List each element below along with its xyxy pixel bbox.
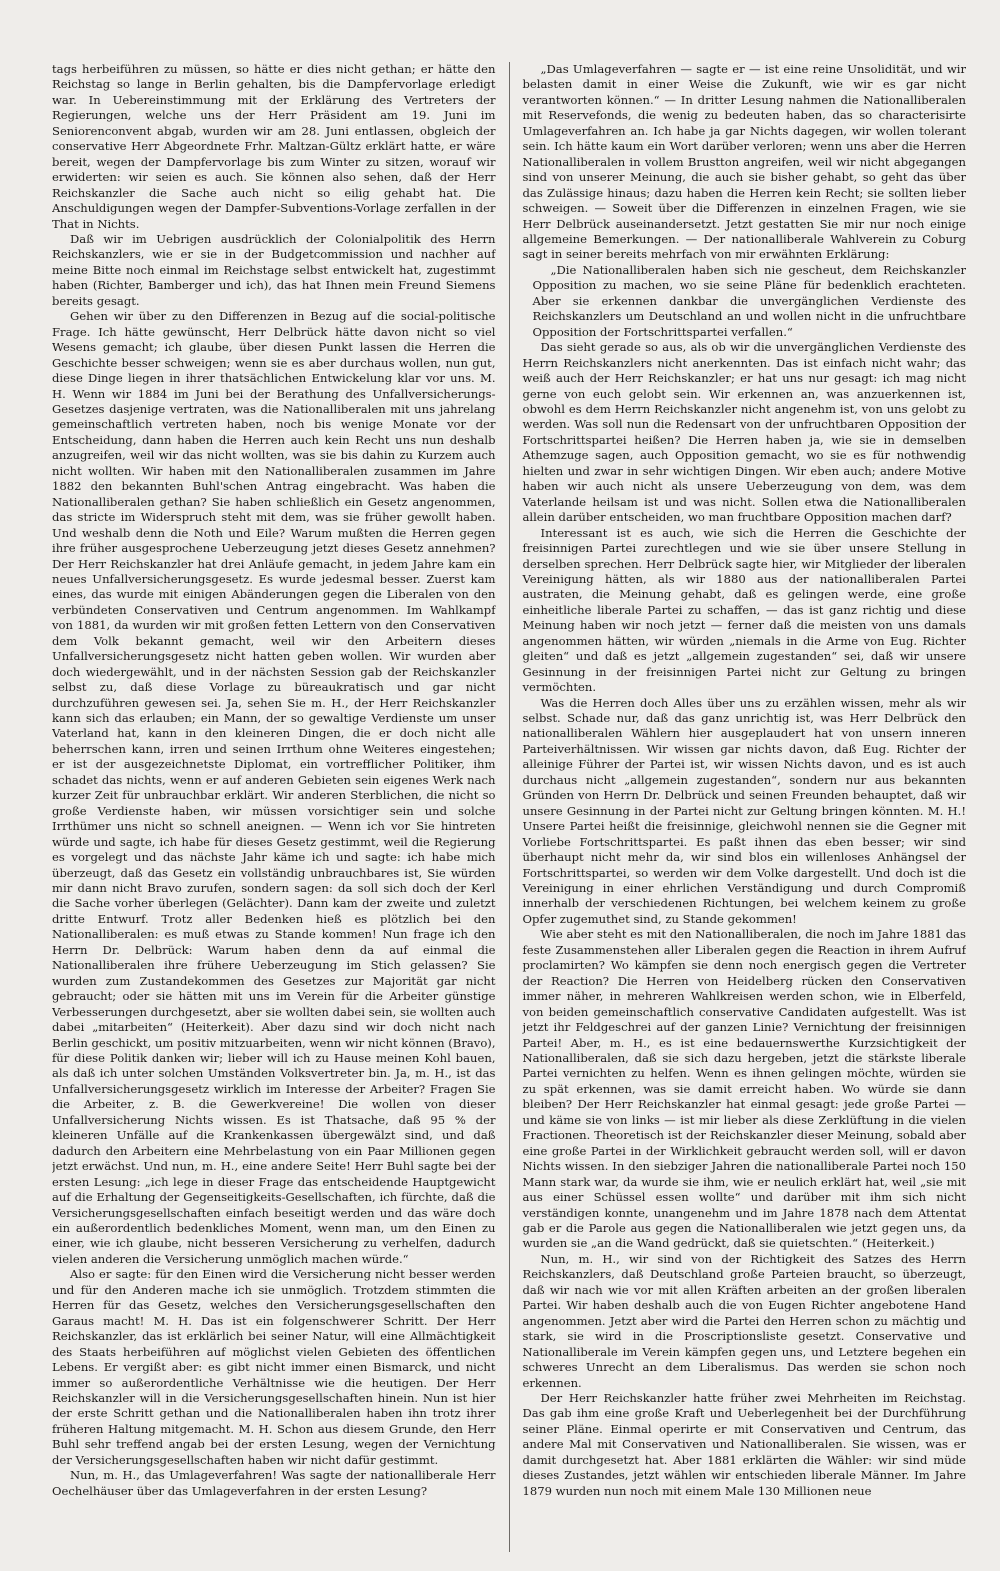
paragraph: „Das Umlageverfahren — sagte er — ist eine reine Unsolidität, und wir belasten damit in einer Weise die Zukunft, wie wir es gar nicht verantworten können.“ — In dritter Lesung nahmen die Nationalliberalen mit Reservefonds, die wenig zu bedeuten haben, das so characterisirte Umlageverfahren an. Ich habe ja gar Nichts dagegen, wir wollen tolerant sein. Ich hätte kaum ein Wort darüber verloren; wenn uns aber die Herren Nationalliberalen in vollem Brustton angreifen, weil wir nicht abgegangen sind von unserer Meinung, die auch sie bisher gehabt, so geht das über das Zulässige hinaus; dazu haben die Herren kein Recht; sie sollten lieber schweigen. — Soweit über die Differenzen in einzelnen Fragen, wie sie Herr Delbrück auseinandersetzt. Jetzt gestatten Sie mir nur noch einige allgemeine Bemerkungen. — Der nationalliberale Wahlverein zu Coburg sagt in seiner bereits mehrfach von mir erwähnten Erklärung: bbox=[522, 62, 966, 262]
quoted-paragraph: „Die Nationalliberalen haben sich nie gescheut, dem Reichskanzler Opposition zu machen, wo sie seine Pläne für bedenklich erachteten. Aber sie erkennen dankbar die unvergänglichen Verdienste des Reichskanzlers um Deutschland an und wollen nicht in die unfruchtbare Opposition der Fortschrittspartei verfallen.“ bbox=[532, 262, 966, 339]
paragraph: Daß wir im Uebrigen ausdrücklich der Colonialpolitik des Herrn Reichskanzlers, wie er sie in der Budgetcommission und nachher auf meine Bitte noch einmal im Reichstage selbst entwickelt hat, zugestimmt haben (Richter, Bamberger und ich), das hat Ihnen mein Freund Siemens bereits gesagt. bbox=[52, 231, 496, 308]
paragraph: Interessant ist es auch, wie sich die Herren die Geschichte der freisinnigen Partei zurechtlegen und wie sie über unsere Stellung in derselben sprechen. Herr Delbrück sagte hier, wir Mitglieder der liberalen Vereinigung hätten, als wir 1880 aus der nationalliberalen Partei austraten, die Meinung gehabt, daß es gelingen werde, eine große einheitliche liberale Partei zu schaffen, — das ist ganz richtig und diese Meinung haben wir noch jetzt — ferner daß die meisten von uns damals angenommen hätten, wir würden „niemals in die Arme von Eug. Richter gleiten“ und daß es jetzt „allgemein zugestanden“ sei, daß wir unsere Gesinnung in der freisinnigen Partei nicht zur Geltung zu bringen vermöchten. bbox=[522, 525, 966, 695]
paragraph: Nun, m. H., wir sind von der Richtigkeit des Satzes des Herrn Reichskanzlers, daß Deutschland große Parteien braucht, so überzeugt, daß wir nach wie vor mit allen Kräften arbeiten an der großen liberalen Partei. Wir haben deshalb auch die von Eugen Richter angebotene Hand angenommen. Jetzt aber wird die Partei den Herren schon zu mächtig und stark, sie wird in die Proscriptionsliste gesetzt. Conservative und Nationalliberale im Verein kämpfen gegen uns, und Letztere begehen ein schweres Unrecht an dem Liberalismus. Das werden sie schon noch erkennen. bbox=[522, 1251, 966, 1390]
column-divider bbox=[509, 62, 510, 1552]
paragraph: Wie aber steht es mit den Nationalliberalen, die noch im Jahre 1881 das feste Zusammenstehen aller Liberalen gegen die Reaction in ihrem Aufruf proclamirten? Wo kämpfen sie denn noch energisch gegen die Vertreter der Reaction? Die Herren von Heidelberg rücken den Conservativen immer näher, in mehreren Wahlkreisen werden schon, wie in Elberfeld, von beiden gemeinschaftlich conservative Candidaten aufgestellt. Was ist jetzt ihr Feldgeschrei auf der ganzen Linie? Vernichtung der freisinnigen Partei! Aber, m. H., es ist eine bedauernswerthe Kurzsichtigkeit der Nationalliberalen, daß sie sich dazu hergeben, jetzt die stärkste liberale Partei vernichten zu helfen. Wenn es ihnen gelingen möchte, würden sie zu spät erkennen, was sie damit erreicht haben. Wo würde sie dann bleiben? Der Herr Reichskanzler hat einmal gesagt: jede große Partei — und käme sie von links — ist mir lieber als diese Zerklüftung in die vielen Fractionen. Theoretisch ist der Reichskanzler dieser Meinung, sobald aber eine große Partei in der Wirklichkeit gebraucht werden soll, will er davon Nichts wissen. In den siebziger Jahren die nationalliberale Partei noch 150 Mann stark war, da wurde sie ihm, wie er neulich erklärt hat, weil „sie mit aus einer Schüssel essen wollte“ und darüber mit ihm sich nicht verständigen konnte, unangenehm und im Jahre 1878 nach dem Attentat gab er die Parole aus gegen die Nationalliberalen wie jetzt gegen uns, da wurden sie „an die Wand gedrückt, daß sie quietschten.“ (Heiterkeit.) bbox=[522, 927, 966, 1251]
right-column bbox=[522, 62, 966, 1552]
paragraph: Also er sagte: für den Einen wird die Versicherung nicht besser werden und für den Anderen mache ich sie unmöglich. Trotzdem stimmten die Herren für das Gesetz, welches den Versicherungsgesellschaften den Garaus macht! M. H. Das ist ein folgenschwerer Schritt. Der Herr Reichskanzler, das ist erklärlich bei seiner Natur, will eine Allmächtigkeit des Staats herbeiführen auf möglichst vielen Gebieten des öffentlichen Lebens. Er vergißt aber: es gibt nicht immer einen Bismarck, und nicht immer so außerordentliche Verhältnisse wie die heutigen. Der Herr Reichskanzler will in die Versicherungsgesellschaften hinein. Nun ist hier der erste Schritt gethan und die Nationalliberalen haben ihn trotz ihrer früheren Haltung mitgemacht. M. H. Schon aus diesem Grunde, den Herr Buhl sehr treffend angab bei der ersten Lesung, wegen der Vernichtung der Versicherungsgesellschaften haben wir nicht dafür gestimmt. bbox=[52, 1267, 496, 1467]
left-column bbox=[52, 62, 496, 1552]
paragraph: Was die Herren doch Alles über uns zu erzählen wissen, mehr als wir selbst. Schade nur, daß das ganz unrichtig ist, was Herr Delbrück den nationalliberalen Wählern hier ausgeplaudert hat von unsern inneren Parteiverhältnissen. Wir wissen gar nichts davon, daß Eug. Richter der alleinige Führer der Partei ist, wir wissen Nichts davon, und es ist auch durchaus nicht „allgemein zugestanden“, sondern nur aus bekannten Gründen von Herrn Dr. Delbrück und seinen Freunden behauptet, daß wir unsere Gesinnung in der Partei nicht zur Geltung bringen könnten. M. H.! Unsere Partei heißt die freisinnige, gleichwohl nennen sie die Gegner mit Vorliebe Fortschrittspartei. Es paßt ihnen das eben besser; wir sind überhaupt nicht mehr da, wir sind blos ein willenloses Anhängsel der Fortschrittspartei, so werden wir dem Volke dargestellt. Und doch ist die Vereinigung in einer ehrlichen Verständigung und durch Compromiß innerhalb der verschiedenen Richtungen, bei welchem keinem zu große Opfer zugemuthet sind, zu Stande gekommen! bbox=[522, 695, 966, 926]
paragraph: Das sieht gerade so aus, als ob wir die unvergänglichen Verdienste des Herrn Reichskanzlers nicht anerkennten. Das ist einfach nicht wahr; das weiß auch der Herr Reichskanzler; er hat uns nur gesagt: ich mag nicht gerne von euch gelobt sein. Wir erkennen an, was anzuerkennen ist, obwohl es dem Herrn Reichskanzler nicht angenehm ist, von uns gelobt zu werden. Was soll nun die Redensart von der unfruchtbaren Opposition der Fortschrittspartei heißen? Die Herren haben ja, wie sie in demselben Athemzuge sagen, auch Opposition gemacht, wo sie es für nothwendig hielten und zwar in sehr wichtigen Dingen. Wir eben auch; andere Motive haben wir auch nicht als unsere Ueberzeugung von dem, was dem Vaterlande heilsam ist und was nicht. Sollen etwa die Nationalliberalen allein darüber entscheiden, wo man fruchtbare Opposition machen darf? bbox=[522, 340, 966, 525]
paragraph: Der Herr Reichskanzler hatte früher zwei Mehrheiten im Reichstag. Das gab ihm eine große Kraft und Ueberlegenheit bei der Durchführung seiner Pläne. Einmal operirte er mit Conservativen und Centrum, das andere Mal mit Conservativen und Nationalliberalen. Sie wissen, was er damit durchgesetzt hat. Aber 1881 erklärten die Wähler: wir sind müde dieses Zustandes, jetzt wählen wir entschieden liberale Männer. Im Jahre 1879 wurden nun noch mit einem Male 130 Millionen neue bbox=[522, 1390, 966, 1498]
paragraph: Gehen wir über zu den Differenzen in Bezug auf die social-politische Frage. Ich hätte gewünscht, Herr Delbrück hätte davon nicht so viel Wesens gemacht; ich glaube, über diesen Punkt lassen die Herren die Geschichte besser schweigen; wenn sie es aber durchaus wollen, nun gut, diese Dinge liegen in ihrer thatsächlichen Entwickelung klar vor uns. M. H. Wenn wir 1884 im Juni bei der Berathung des Unfallversicherungs-Gesetzes dasjenige vertraten, was die Nationalliberalen mit uns jahrelang gemeinschaftlich vertreten haben, noch bis wenige Monate vor der Entscheidung, dann haben die Herren auch kein Recht uns nun deshalb anzugreifen, weil wir das nicht wollten, was sie bis dahin zu Kurzem auch nicht wollten. Wir haben mit den Nationalliberalen zusammen im Jahre 1882 den bekannten Buhl'schen Antrag eingebracht. Was haben die Nationalliberalen gethan? Sie haben schließlich ein Gesetz angenommen, das stricte im Widerspruch steht mit dem, was sie früher gewollt haben. Und weshalb denn die Noth und Eile? Warum mußten die Herren gegen ihre früher ausgesprochene Ueberzeugung jetzt dieses Gesetz annehmen? Der Herr Reichskanzler hat drei Anläufe gemacht, in jedem Jahre kam ein neues Unfallversicherungsgesetz. Es wurde jedesmal besser. Zuerst kam eines, das wurde mit einigen Abänderungen gegen die Liberalen von den verbündeten Conservativen und Centrum angenommen. Im Wahlkampf von 1881, da wurden wir mit großen fetten Lettern von den Conservativen dem Volk bekannt gemacht, weil wir den Arbeitern dieses Unfallversicherungsgesetz nicht hatten geben wollen. Wir wurden aber doch wiedergewählt, und in der nächsten Session gab der Reichskanzler selbst zu, daß diese Vorlage zu büreaukratisch und gar nicht durchzuführen gewesen sei. Ja, sehen Sie m. H., der Herr Reichskanzler kann sich das erlauben; ein Mann, der so gewaltige Verdienste um unser Vaterland hat, kann in den kleineren Dingen, die er doch nicht alle beherrschen kann, irren und seinen Irrthum ohne Weiteres eingestehen; er ist der ausgezeichnetste Diplomat, ein vortrefflicher Politiker, ihm schadet das nichts, wenn er auf anderen Gebieten sein eigenes Werk nach kurzer Zeit für unbrauchbar erklärt. Wir anderen Sterblichen, die nicht so große Verdienste haben, wir müssen vorsichtiger sein und solche Irrthümer uns nicht so schnell aneignen. — Wenn ich vor Sie hintreten würde und sagte, ich habe für dieses Gesetz gestimmt, weil die Regierung es vorgelegt und das nächste Jahr käme ich und sagte: ich habe mich überzeugt, daß das Gesetz ein vollständig unbrauchbares ist, Sie würden mir dann nicht Bravo zurufen, sondern sagen: da soll sich doch der Kerl die Sache vorher überlegen (Gelächter). Dann kam der zweite und zuletzt dritte Entwurf. Trotz aller Bedenken hieß es plötzlich bei den Nationalliberalen: es muß etwas zu Stande kommen! Nun frage ich den Herrn Dr. Delbrück: Warum haben denn da auf einmal die Nationalliberalen ihre frühere Ueberzeugung im Stich gelassen? Sie wurden zum Zustandekommen des Gesetzes zur Majorität gar nicht gebraucht; oder sie hätten mit uns im Verein für die Arbeiter günstige Verbesserungen durchgesetzt, aber sie wollten dabei sein, sie wollten auch dabei „mitarbeiten“ (Heiterkeit). Aber dazu sind wir doch nicht nach Berlin geschickt, um positiv mitzuarbeiten, wenn wir nicht können (Bravo), für diese Politik danken wir; lieber will ich zu Hause meinen Kohl bauen, als daß ich unter solchen Umständen Volksvertreter bin. Ja, m. H., ist das Unfallversicherungsgesetz wirklich im Interesse der Arbeiter? Fragen Sie die Arbeiter, z. B. die Gewerkvereine! Die wollen von dieser Unfallversicherung Nichts wissen. Es ist Thatsache, daß 95 % der kleineren Unfälle auf die Krankenkassen übergewälzt sind, und daß dadurch den Arbeitern eine Mehrbelastung von ein Paar Millionen gegen jetzt erwächst. Und nun, m. H., eine andere Seite! Herr Buhl sagte bei der ersten Lesung: „ich lege in dieser Frage das entscheidende Hauptgewicht auf die Erhaltung der Gegenseitigkeits-Gesellschaften, ich fürchte, daß die Versicherungsgesellschaften einfach beseitigt werden und das wäre doch ein außerordentlich bedenkliches Moment, wenn man, um den Einen zu einer, wie ich glaube, nicht besseren Versicherung zu verhelfen, dadurch vielen anderen die Versicherung unmöglich machen würde.“ bbox=[52, 309, 496, 1266]
paragraph: Nun, m. H., das Umlageverfahren! Was sagte der nationalliberale Herr Oechelhäuser über das Umlageverfahren in der ersten Lesung? bbox=[52, 1468, 496, 1498]
paragraph: tags herbeiführen zu müssen, so hätte er dies nicht gethan; er hätte den Reichstag so lange in Berlin gehalten, bis die Dampfervorlage erledigt war. In Uebereinstimmung mit der Erklärung des Vertreters der Regierungen, welche uns der Herr Präsident am 19. Juni im Seniorenconvent abgab, wurden wir am 28. Juni entlassen, obgleich der conservative Herr Abgeordnete Frhr. Maltzan-Gültz erklärt hatte, er wäre bereit, wegen der Dampfervorlage bis zum Winter zu sitzen, worauf wir erwiderten: wir seien es auch. Sie können also sehen, daß der Herr Reichskanzler die Sache auch nicht so eilig gehabt hat. Die Anschuldigungen wegen der Dampfer-Subventions-Vorlage zerfallen in der That in Nichts. bbox=[52, 62, 496, 231]
